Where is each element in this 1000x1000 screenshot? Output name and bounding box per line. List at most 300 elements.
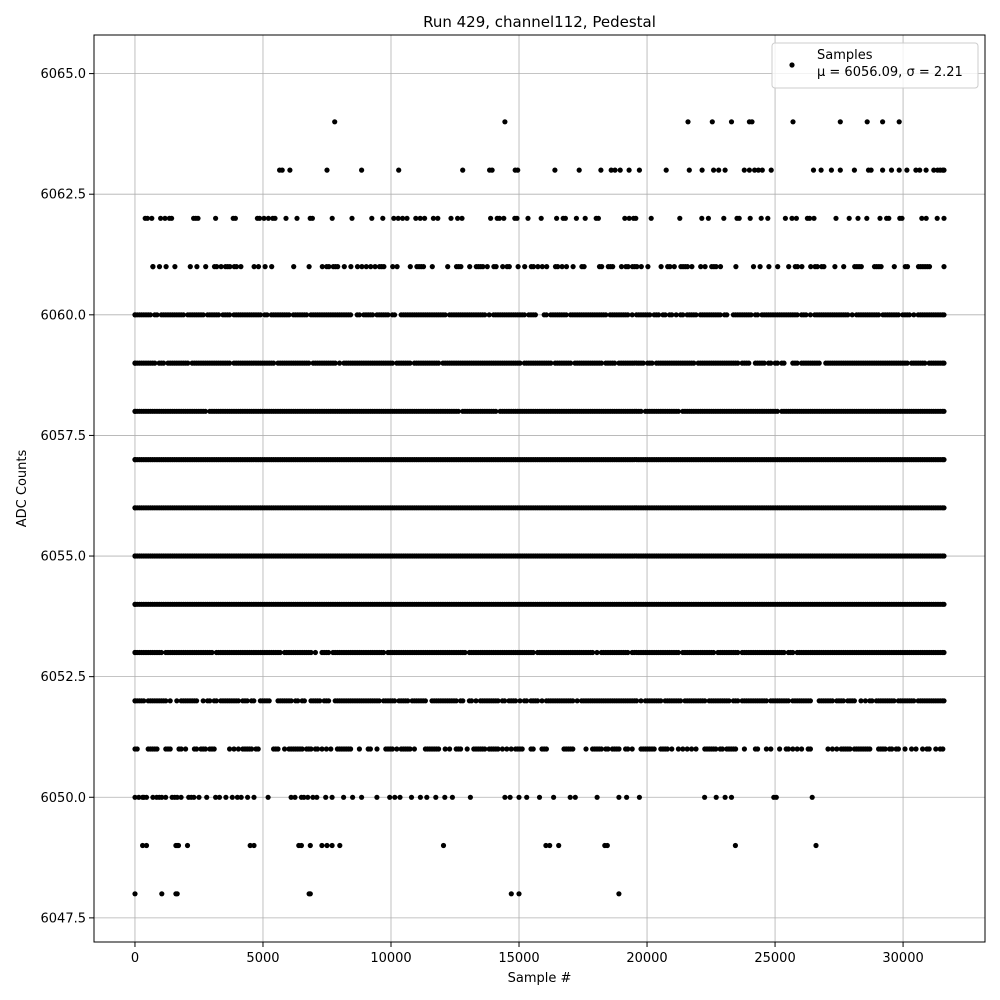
data-point [520,746,525,751]
data-point [263,264,268,269]
data-point [748,216,753,221]
data-point [841,264,846,269]
data-point [524,795,529,800]
x-tick-label: 30000 [882,951,924,966]
data-point [897,168,902,173]
data-point [747,168,752,173]
legend-entry-stats: μ = 6056.09, σ = 2.21 [817,65,963,80]
data-point [283,216,288,221]
data-point [132,505,137,510]
data-point [808,746,813,751]
data-point [794,216,799,221]
data-point [380,216,385,221]
data-point [855,216,860,221]
data-point [280,168,285,173]
data-point [516,891,521,896]
data-point [447,746,452,751]
data-point [808,698,813,703]
data-point [302,698,307,703]
data-point [783,216,788,221]
data-point [616,795,621,800]
data-point [664,168,669,173]
data-point [605,843,610,848]
data-point [132,891,137,896]
data-point [502,795,507,800]
data-point [659,264,664,269]
legend-marker [789,62,794,67]
data-point [759,216,764,221]
data-point [319,843,324,848]
data-point [927,746,932,751]
data-point [829,168,834,173]
data-point [323,795,328,800]
data-point [758,264,763,269]
data-point [409,795,414,800]
data-point [618,168,623,173]
data-point [488,216,493,221]
y-tick-label: 6055.0 [40,549,86,565]
data-point [324,168,329,173]
data-point [821,264,826,269]
data-point [157,264,162,269]
data-point [723,795,728,800]
y-axis-label: ADC Counts [15,449,30,528]
data-point [350,795,355,800]
data-point [595,795,600,800]
data-point [310,216,315,221]
data-point [494,264,499,269]
data-point [941,216,946,221]
data-point [194,264,199,269]
data-point [458,264,463,269]
data-point [251,698,256,703]
x-tick-label: 5000 [246,951,280,966]
data-point [905,264,910,269]
data-point [256,264,261,269]
data-point [799,264,804,269]
data-point [313,650,318,655]
data-point [516,795,521,800]
data-point [314,795,319,800]
data-point [168,746,173,751]
data-point [774,795,779,800]
data-point [324,843,329,848]
data-point [275,746,280,751]
data-point [685,119,690,124]
data-point [349,216,354,221]
data-point [132,650,137,655]
data-point [175,891,180,896]
data-point [392,795,397,800]
data-point [396,168,401,173]
data-point [502,119,507,124]
data-point [132,602,137,607]
data-point [408,264,413,269]
data-point [459,216,464,221]
data-point [737,216,742,221]
data-point [328,746,333,751]
data-point [838,119,843,124]
data-point [465,746,470,751]
data-point [374,795,379,800]
data-point [598,168,603,173]
data-point [374,746,379,751]
data-point [570,746,575,751]
data-point [516,264,521,269]
data-point [852,168,857,173]
data-point [847,216,852,221]
data-point [230,795,235,800]
data-point [132,698,137,703]
data-point [238,264,243,269]
data-point [308,891,313,896]
data-point [467,264,472,269]
data-point [769,168,774,173]
data-point [458,746,463,751]
data-point [212,746,217,751]
data-point [672,264,677,269]
data-point [838,168,843,173]
data-point [755,746,760,751]
data-point [164,264,169,269]
data-point [256,746,261,751]
data-point [687,168,692,173]
data-point [368,746,373,751]
data-point [159,891,164,896]
data-point [485,264,490,269]
data-point [196,795,201,800]
data-point [436,746,441,751]
data-point [760,168,765,173]
data-point [442,795,447,800]
x-tick-label: 25000 [754,951,796,966]
data-point [810,795,815,800]
data-point [564,264,569,269]
data-point [941,698,946,703]
data-point [733,264,738,269]
data-point [616,891,621,896]
x-tick-label: 15000 [498,951,540,966]
data-point [924,216,929,221]
chart-title: Run 429, channel112, Pedestal [423,13,656,31]
data-point [448,216,453,221]
data-point [819,168,824,173]
data-point [551,795,556,800]
data-point [422,216,427,221]
data-point [867,746,872,751]
data-point [724,312,729,317]
data-point [172,264,177,269]
data-point [573,795,578,800]
data-point [251,843,256,848]
data-point [723,168,728,173]
data-point [935,216,940,221]
data-point [904,168,909,173]
data-point [693,746,698,751]
data-point [132,553,137,558]
data-point [583,216,588,221]
data-point [341,795,346,800]
data-point [435,216,440,221]
data-point [144,843,149,848]
data-point [335,264,340,269]
data-point [777,746,782,751]
data-point [307,264,312,269]
data-point [547,843,552,848]
data-point [941,361,946,366]
data-point [677,216,682,221]
data-point [702,795,707,800]
data-point [191,795,196,800]
data-point [877,216,882,221]
data-point [132,361,137,366]
data-point [639,264,644,269]
data-point [544,264,549,269]
data-point [941,650,946,655]
y-tick-label: 6065.0 [40,67,86,83]
x-axis-label: Sample # [507,971,572,986]
data-point [299,843,304,848]
data-point [817,361,822,366]
data-point [233,216,238,221]
data-point [899,216,904,221]
data-point [729,119,734,124]
data-point [700,168,705,173]
data-point [357,746,362,751]
data-point [433,795,438,800]
data-point [251,795,256,800]
y-tick-label: 6060.0 [40,308,86,324]
data-point [514,216,519,221]
data-point [381,264,386,269]
data-point [421,264,426,269]
data-point [880,168,885,173]
y-tick-label: 6047.5 [40,911,86,927]
data-point [291,264,296,269]
data-point [749,119,754,124]
data-point [217,795,222,800]
data-point [892,264,897,269]
data-point [490,168,495,173]
data-point [865,119,870,124]
data-point [859,264,864,269]
data-point [395,264,400,269]
data-point [132,409,137,414]
data-point [624,795,629,800]
data-point [460,698,465,703]
data-point [188,264,193,269]
data-point [531,746,536,751]
data-point [941,553,946,558]
data-point [563,216,568,221]
data-point [544,746,549,751]
data-point [577,168,582,173]
data-point [941,264,946,269]
data-point [941,457,946,462]
data-point [424,795,429,800]
data-point [418,795,423,800]
data-point [337,843,342,848]
data-point [645,264,650,269]
data-point [610,264,615,269]
data-point [781,361,786,366]
data-point [627,168,632,173]
data-point [790,119,795,124]
data-point [568,795,573,800]
data-point [612,168,617,173]
data-point [412,746,417,751]
data-point [525,216,530,221]
data-point [742,168,747,173]
data-point [507,264,512,269]
data-point [630,746,635,751]
data-point [924,168,929,173]
data-point [239,795,244,800]
data-point [751,264,756,269]
data-point [716,168,721,173]
data-point [185,843,190,848]
data-point [272,216,277,221]
data-point [183,746,188,751]
data-point [203,264,208,269]
data-point [897,119,902,124]
data-point [348,264,353,269]
data-point [742,746,747,751]
data-point [733,746,738,751]
data-point [430,264,435,269]
data-point [468,795,473,800]
data-point [132,746,137,751]
data-point [721,216,726,221]
data-point [537,795,542,800]
data-point [509,891,514,896]
data-point [689,264,694,269]
y-tick-label: 6062.5 [40,187,86,203]
data-point [308,843,313,848]
data-point [460,168,465,173]
data-point [669,746,674,751]
data-point [269,264,274,269]
data-point [599,264,604,269]
data-point [718,264,723,269]
data-point [150,264,155,269]
x-tick-label: 10000 [370,951,412,966]
y-tick-label: 6050.0 [40,790,86,806]
data-point [864,216,869,221]
data-point [711,168,716,173]
data-point [649,216,654,221]
data-point [326,698,331,703]
data-point [733,843,738,848]
data-point [571,264,576,269]
data-point [179,795,184,800]
data-point [917,168,922,173]
data-point [813,843,818,848]
data-point [132,457,137,462]
data-point [583,746,588,751]
data-point [941,409,946,414]
data-point [879,264,884,269]
data-point [699,216,704,221]
y-tick-label: 6057.5 [40,428,86,444]
data-point [652,746,657,751]
y-tick-label: 6052.5 [40,670,86,686]
data-point [886,216,891,221]
data-point [941,505,946,510]
data-point [176,843,181,848]
data-point [633,216,638,221]
data-point [143,216,148,221]
data-point [927,264,932,269]
data-point [714,795,719,800]
data-point [330,795,335,800]
data-point [533,312,538,317]
data-point [348,746,353,751]
data-point [941,168,946,173]
data-point [766,264,771,269]
data-point [596,216,601,221]
data-point [703,264,708,269]
data-point [582,264,587,269]
x-tick-label: 0 [130,951,140,966]
data-point [746,361,751,366]
data-point [941,312,946,317]
data-point [522,264,527,269]
data-point [369,216,374,221]
data-point [706,216,711,221]
data-point [811,168,816,173]
data-point [342,264,347,269]
data-point [213,216,218,221]
data-point [574,216,579,221]
data-point [266,795,271,800]
legend [772,43,978,88]
data-point [195,216,200,221]
data-point [539,216,544,221]
data-point [294,216,299,221]
data-point [556,843,561,848]
data-point [305,795,310,800]
data-point [169,216,174,221]
data-point [902,746,907,751]
data-point [637,168,642,173]
data-point [330,843,335,848]
data-point [768,746,773,751]
data-point [710,119,715,124]
data-point [729,795,734,800]
data-point [889,168,894,173]
data-point [765,216,770,221]
data-point [154,746,159,751]
data-point [292,795,297,800]
data-point [359,168,364,173]
data-point [552,168,557,173]
data-point [287,168,292,173]
data-point [637,795,642,800]
data-point [775,264,780,269]
data-point [397,795,402,800]
data-point [508,795,513,800]
data-point [204,795,209,800]
legend-entry-label: Samples [817,48,873,63]
x-tick-label: 20000 [626,951,668,966]
data-point [132,312,137,317]
data-point [501,216,506,221]
data-point [554,216,559,221]
data-point [799,746,804,751]
data-point [245,795,250,800]
data-point [267,698,272,703]
